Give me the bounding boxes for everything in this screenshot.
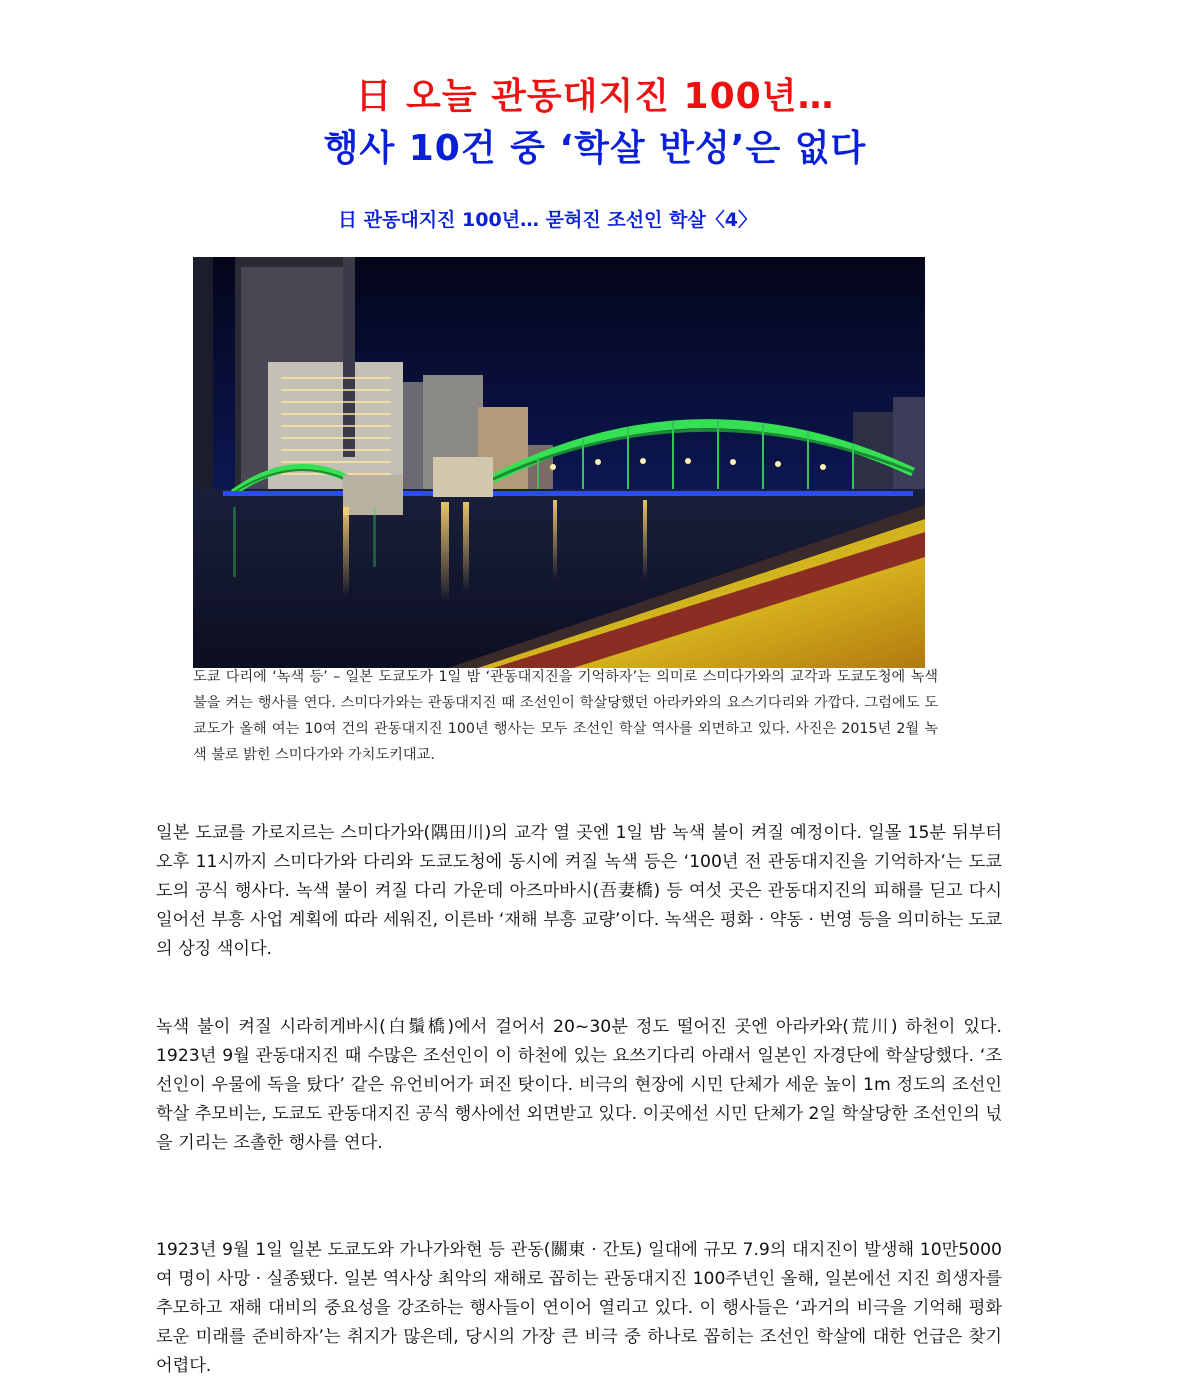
photo-caption: 도쿄 다리에 ‘녹색 등’ – 일본 도쿄도가 1일 밤 ‘관동대지진을 기억하자’는 의미로 스미다가와의 교각과 도쿄도청에 녹색 불을 켜는 행사를 연다. 스미다가와는 관동대지진 때 조선인이 학살당했던 아라카와의 요스기다리와 가깝다. 그럼에도 도쿄도가 올해 여는 10여 건의 관동대지진 100년 행사는 모두 조선인 학살 역사를 외면하고 있다. 사진은 2015년 2월 녹색 불로 밝힌 스미다가와 가치도키대교.: [193, 669, 938, 763]
headline-line-1: 日 오늘 관동대지진 100년…: [355, 76, 835, 117]
headline-line-2: 행사 10건 중 ‘학살 반성’은 없다: [323, 128, 867, 169]
body-paragraph-2: 녹색 불이 켜질 시라히게바시(白鬚橋)에서 걸어서 20~30분 정도 떨어진 곳엔 아라카와(荒川) 하천이 있다. 1923년 9월 관동대지진 때 수많은 조선인이 이 하천에 있는 요쓰기다리 아래서 일본인 자경단에 학살당했다. ‘조선인이 우물에 독을 탔다’ 같은 유언비어가 퍼진 탓이다. 비극의 현장에 시민 단체가 세운 높이 1m 정도의 조선인 학살 추모비는, 도쿄도 관동대지진 공식 행사에선 외면받고 있다. 이곳에선 시민 단체가 2일 학살당한 조선인의 넋을 기리는 조촐한 행사를 연다.: [156, 1017, 1002, 1154]
body-paragraph-3: 1923년 9월 1일 일본 도쿄도와 가나가와현 등 관동(關東 · 간토) 일대에 규모 7.9의 대지진이 발생해 10만5000여 명이 사망 · 실종됐다. 일본 역사상 최악의 재해로 꼽히는 관동대지진 100주년인 올해, 일본에선 지진 희생자를 추모하고 재해 대비의 중요성을 강조하는 행사들이 연이어 열리고 있다. 이 행사들은 ‘과거의 비극을 기억해 평화로운 미래를 준비하자’는 취지가 많은데, 당시의 가장 큰 비극 중 하나로 꼽히는 조선인 학살에 대한 언급은 찾기 어렵다.: [156, 1240, 1002, 1377]
body-paragraph-1: 일본 도쿄를 가로지르는 스미다가와(隅田川)의 교각 열 곳엔 1일 밤 녹색 불이 켜질 예정이다. 일몰 15분 뒤부터 오후 11시까지 스미다가와 다리와 도쿄도청에 동시에 켜질 녹색 등은 ‘100년 전 관동대지진을 기억하자’는 도쿄도의 공식 행사다. 녹색 불이 켜질 다리 가운데 아즈마바시(吾妻橋) 등 여섯 곳은 관동대지진의 피해를 딛고 다시 일어선 부흥 사업 계획에 따라 세워진, 이른바 ‘재해 부흥 교량’이다. 녹색은 평화 · 약동 · 번영 등을 의미하는 도쿄의 상징 색이다.: [156, 823, 1002, 960]
subheadline: 日 관동대지진 100년… 묻혀진 조선인 학살〈4〉: [338, 209, 757, 231]
bridge-night-photo: [193, 257, 925, 668]
